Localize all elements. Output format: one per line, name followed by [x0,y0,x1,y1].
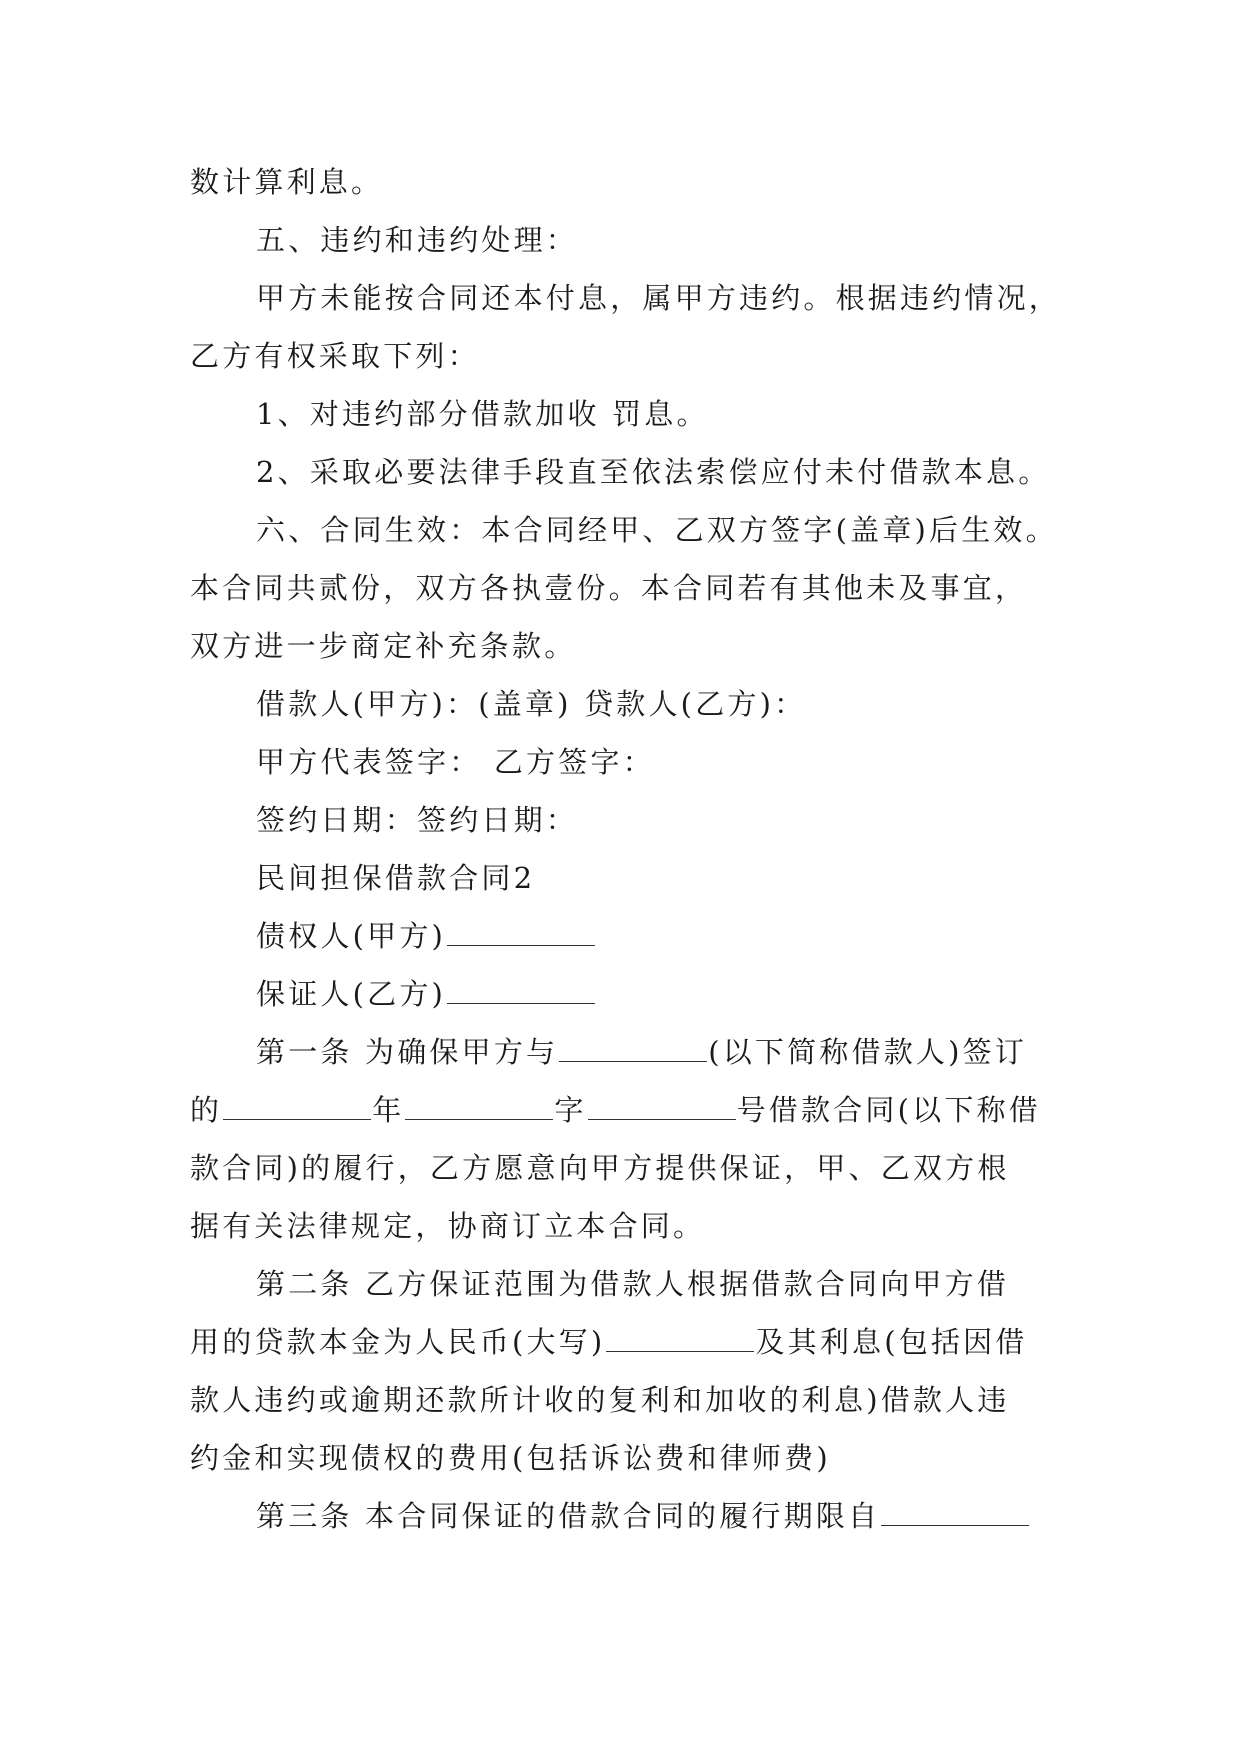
paragraph-line: 本合同共贰份，双方各执壹份。本合同若有其他未及事宜， [190,571,1028,605]
article-1-text-e: 字 [554,1093,587,1127]
article-2-text-b: 及其利息(包括因借 [755,1325,1028,1359]
list-item: 2、采取必要法律手段直至依法索偿应付未付借款本息。 [256,455,1051,489]
article-1-line [190,1081,1052,1139]
year-blank [223,1097,371,1120]
article-1-line [190,1023,1052,1081]
borrower-blank [559,1039,707,1062]
paragraph-line: 第二条 乙方保证范围为借款人根据借款合同向甲方借 [256,1267,1010,1301]
article-2-text-a: 用的贷款本金为人民币(大写) [190,1325,606,1359]
paragraph-line: 约金和实现债权的费用(包括诉讼费和律师费) [190,1441,831,1475]
article-1-text-a: 第一条 为确保甲方与 [256,1035,559,1069]
guarantor-line [190,965,1052,1023]
signature-line-parties: 借款人(甲方)：(盖章) 贷款人(乙方)： [256,687,807,721]
list-item: 1、对违约部分借款加收 罚息。 [256,397,709,431]
term-start-blank [881,1503,1029,1526]
char-blank [405,1097,553,1120]
paragraph-line: 双方进一步商定补充条款。 [190,629,577,663]
article-3-text: 第三条 本合同保证的借款合同的履行期限自 [256,1499,881,1533]
number-blank [588,1097,736,1120]
article-2-line [190,1313,1052,1371]
creditor-label: 债权人(甲方) [256,919,447,953]
document-body [190,153,1062,1545]
guarantor-label: 保证人(乙方) [256,977,447,1011]
section-heading-breach: 五、违约和违约处理： [256,223,579,257]
article-3-line [190,1487,1052,1545]
article-1-text-b: (以下简称借款人)签订 [708,1035,1028,1069]
creditor-blank [447,923,595,946]
article-1-text-c: 的 [190,1093,223,1127]
paragraph-line: 乙方有权采取下列： [190,339,480,373]
signature-line-reps: 甲方代表签字： 乙方签字： [256,745,655,779]
paragraph-line: 数计算利息。 [190,165,384,199]
amount-blank [606,1329,754,1352]
creditor-line [190,907,1052,965]
article-1-text-f: 号借款合同(以下称借 [736,1093,1041,1127]
paragraph-line: 据有关法律规定，协商订立本合同。 [190,1209,706,1243]
signature-line-dates: 签约日期：签约日期： [256,803,579,837]
paragraph-line: 款合同)的履行，乙方愿意向甲方提供保证，甲、乙双方根 [190,1151,1010,1185]
paragraph-line: 款人违约或逾期还款所计收的复利和加收的利息)借款人违 [190,1383,1010,1417]
article-1-text-d: 年 [372,1093,405,1127]
guarantor-blank [447,981,595,1004]
contract-title: 民间担保借款合同2 [256,861,536,895]
paragraph-line: 甲方未能按合同还本付息，属甲方违约。根据违约情况， [256,281,1062,315]
section-heading-effect: 六、合同生效：本合同经甲、乙双方签字(盖章)后生效。 [256,513,1058,547]
